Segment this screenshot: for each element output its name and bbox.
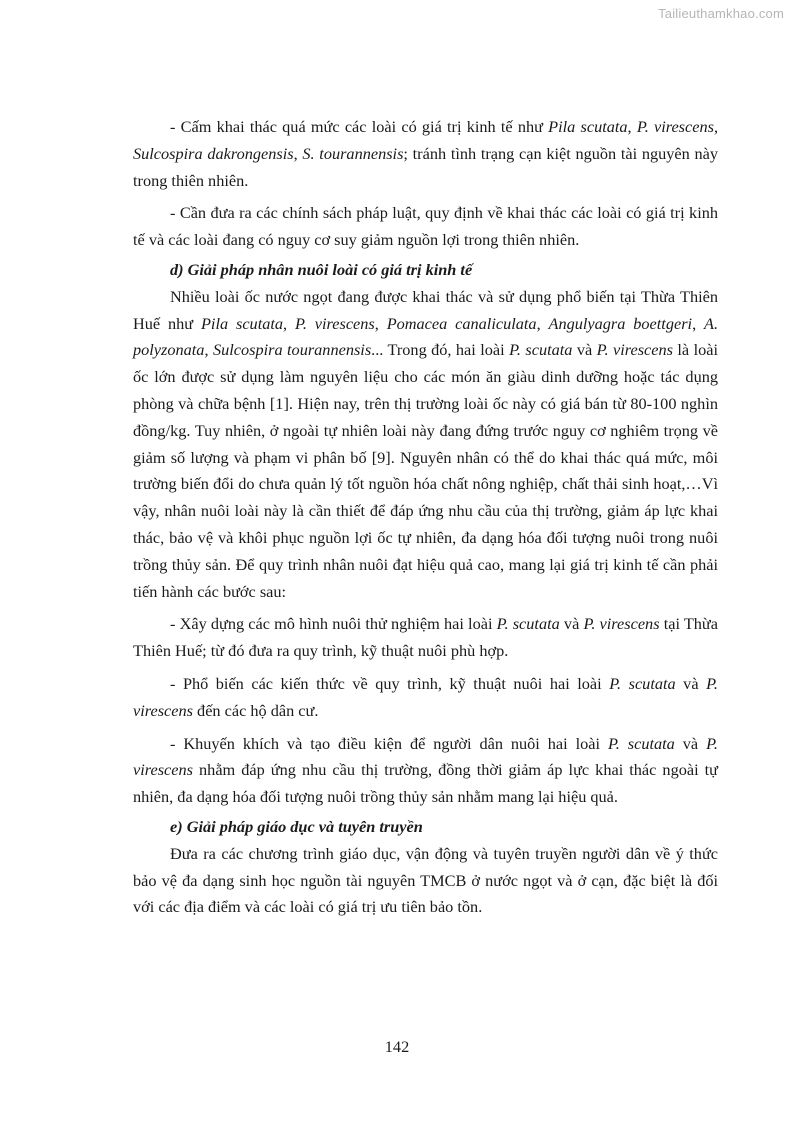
text-run: Nhiều loài ốc nước ngọt đang được khai thác và sử dụng phổ biến tại Thừa Thiên Huế như — [133, 286, 718, 333]
species-name: Pila scutata — [548, 117, 628, 136]
text-run: - Khuyến khích và tạo điều kiện để người dân nuôi hai loài — [170, 733, 608, 753]
text-run: đến các hộ dân cư. — [192, 700, 319, 720]
bullet-legal-policy — [133, 200, 718, 254]
text-run: , — [283, 313, 295, 333]
species-name: P. virescens — [133, 733, 718, 780]
species-name: P. scutata — [609, 673, 676, 693]
section-heading-d: d) Giải pháp nhân nuôi loài có giá trị kinh tế — [170, 259, 473, 279]
page-content — [133, 114, 718, 921]
text-run: , — [627, 117, 637, 136]
species-name: P. virescens — [596, 340, 673, 360]
species-name: Pomacea canaliculata — [386, 313, 537, 333]
bullet-ban-overexploitation — [133, 114, 718, 194]
text-run: , — [713, 117, 719, 136]
species-name: P. scutata — [607, 733, 675, 753]
species-name: P. virescens — [294, 313, 375, 333]
page-number: 142 — [384, 1037, 410, 1056]
section-d-paragraph — [133, 284, 718, 606]
section-e-paragraph — [133, 841, 718, 921]
text-run: , — [293, 143, 303, 163]
text-run: và — [674, 733, 707, 753]
species-name: P. scutata — [496, 614, 560, 634]
text-run: - Xây dựng các mô hình nuôi thử nghiệm hai loài — [170, 614, 497, 634]
text-run: , — [374, 313, 387, 333]
text-run: và — [559, 614, 584, 634]
text-run: - Cần đưa ra các chính sách pháp luật, quy định về khai thác các loài có giá trị kinh tế và các loài đang có nguy cơ suy giảm nguồn lợi trong thiên nhiên. — [133, 203, 718, 250]
text-run: - Cấm khai thác quá mức các loài có giá trị kinh tế như — [170, 117, 549, 136]
text-run: - Phổ biến các kiến thức về quy trình, kỹ thuật nuôi hai loài — [170, 673, 610, 693]
text-run: , — [692, 313, 705, 333]
text-run: ; tránh tình trạng cạn kiệt nguồn tài nguyên này trong thiên nhiên. — [133, 143, 718, 190]
text-run: tại Thừa Thiên Huế; từ đó đưa ra quy trình, kỹ thuật nuôi phù hợp. — [133, 614, 718, 661]
species-name: Sulcospira tourannensis — [212, 340, 372, 360]
species-name: Sulcospira dakrongensis — [133, 143, 294, 163]
text-run: , — [204, 340, 213, 360]
species-name: Pila scutata — [200, 313, 284, 333]
text-run: ... Trong đó, hai loài — [371, 340, 510, 360]
section-heading-e: e) Giải pháp giáo dục và tuyên truyền — [170, 816, 423, 836]
text-run: Đưa ra các chương trình giáo dục, vận động và tuyên truyền người dân về ý thức bảo vệ đa dạng sinh học nguồn tài nguyên TMCB ở nước ngọt và ở cạn, đặc biệt là đối với các địa điểm và các loài có giá trị ưu tiên bảo tồn. — [133, 843, 718, 917]
text-run: và — [572, 340, 597, 360]
species-name: Angulyagra boettgeri — [548, 313, 693, 333]
section-d-bullet-encourage — [133, 731, 718, 811]
species-name: P. scutata — [509, 340, 573, 360]
species-name: S. tourannensis — [302, 143, 404, 163]
watermark: Tailieuthamkhao.com — [658, 6, 784, 21]
section-d-bullet-models — [133, 611, 718, 665]
text-run: nhằm đáp ứng nhu cầu thị trường, đồng thời giảm áp lực khai thác ngoài tự nhiên, đa dạng hóa đối tượng nuôi trồng thủy sản nhằm mang lại hiệu quả. — [133, 760, 718, 807]
species-name: P. virescens — [583, 614, 660, 634]
species-name: A. polyzonata — [133, 313, 719, 360]
species-name: P. virescens — [133, 673, 718, 720]
text-run: , — [536, 313, 549, 333]
text-run: là loài ốc lớn được sử dụng làm nguyên liệu cho các món ăn giàu dinh dưỡng hoặc tác dụng phòng và chữa bệnh [1]. Hiện nay, trên thị trường loài ốc này có giá bán từ 80-100 nghìn đồng/kg. Tuy nhiên, ở ngoài tự nhiên loài này đang đứng trước nguy cơ nghiêm trọng về giảm số lượng và phạm vi phân bố [9]. Nguyên nhân có thể do khai thác quá mức, môi trường biến đổi do chưa quản lý tốt nguồn hóa chất nông nghiệp, chất thải sinh hoạt,…Vì vậy, nhân nuôi loài này là cần thiết để đáp ứng nhu cầu của thị trường, giảm áp lực khai thác, bảo vệ và khôi phục nguồn lợi ốc tự nhiên, đa dạng hóa đối tượng nuôi trong nuôi trồng thủy sản. Để quy trình nhân nuôi đạt hiệu quả cao, mang lại giá trị kinh tế cần phải tiến hành các bước sau: — [133, 340, 718, 601]
species-name: P. virescens — [636, 117, 714, 136]
text-run: và — [675, 673, 707, 693]
section-d-bullet-knowledge — [133, 671, 718, 725]
